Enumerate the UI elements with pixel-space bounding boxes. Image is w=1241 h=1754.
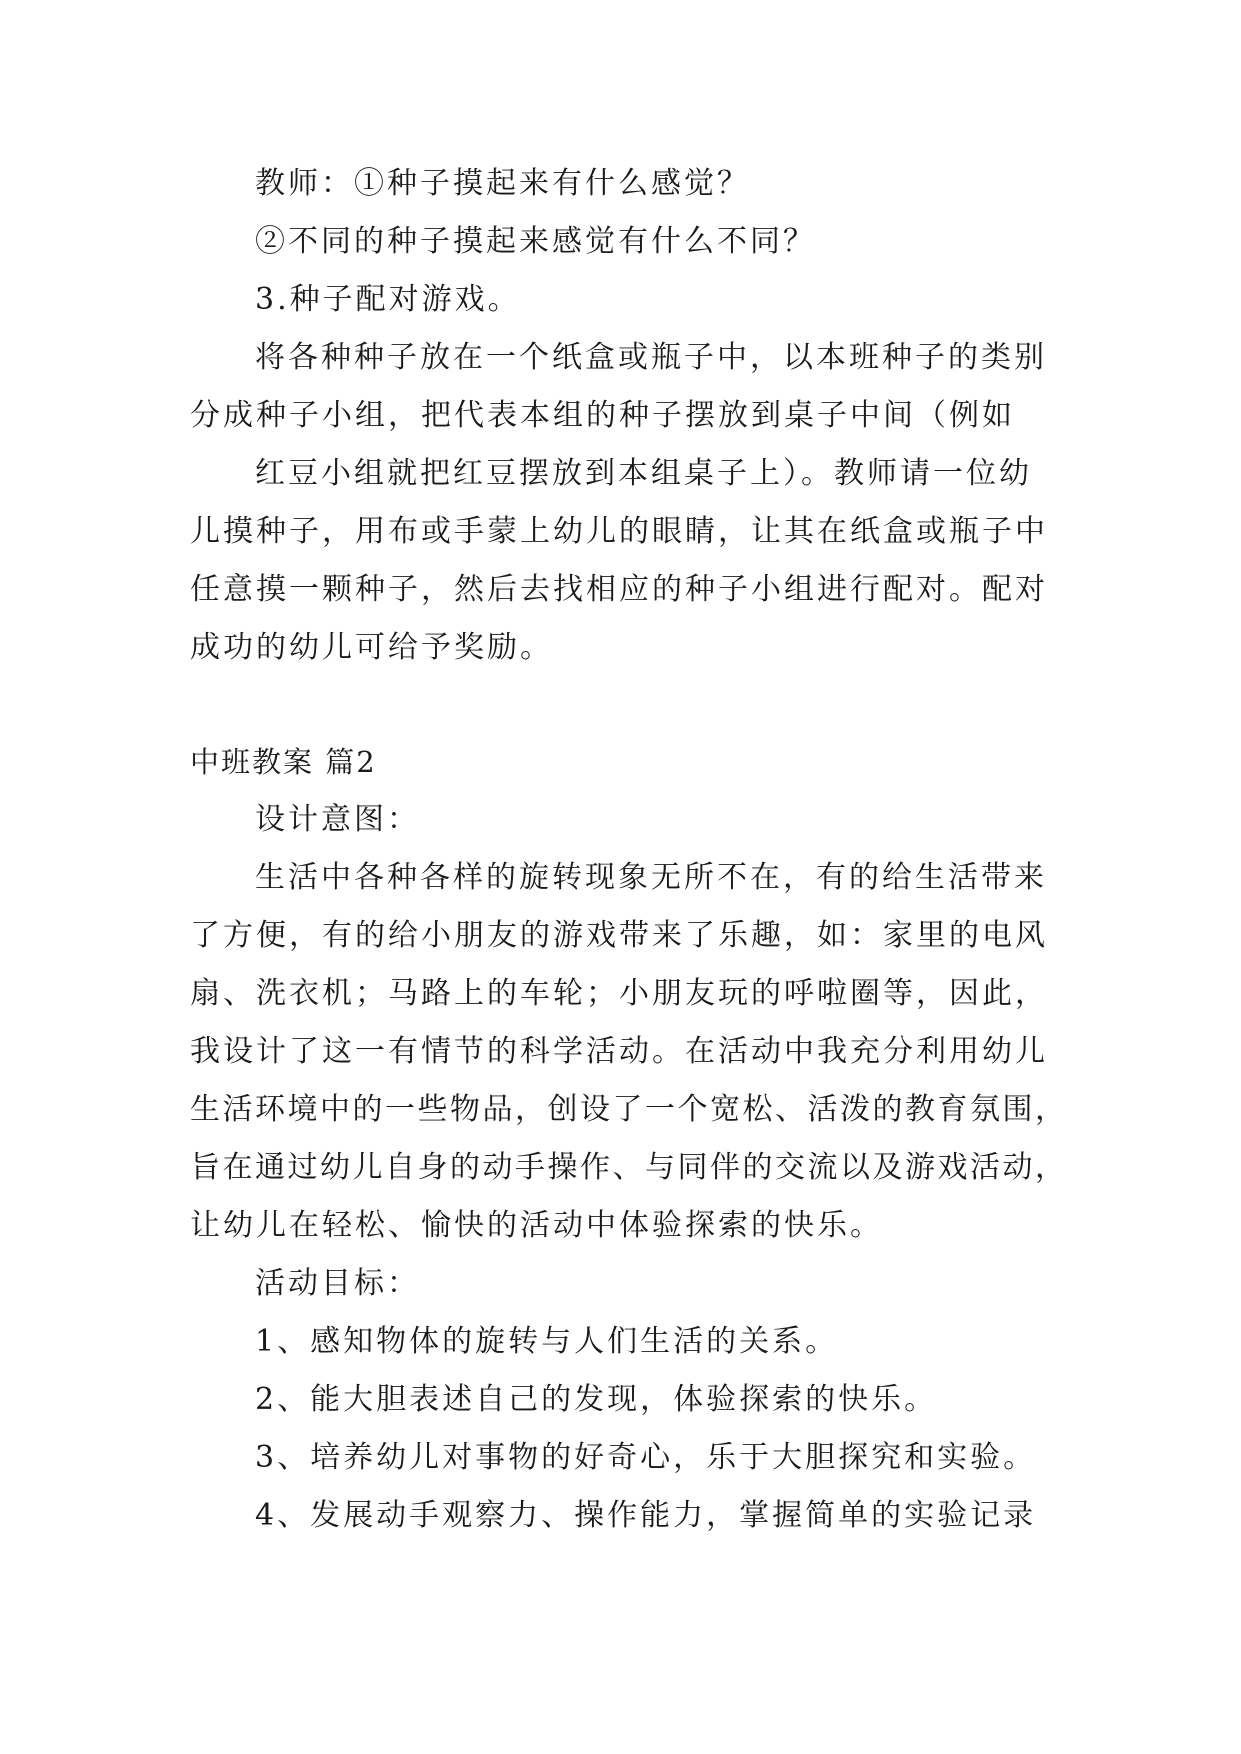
- paragraph-line: 生活环境中的一些物品，创设了一个宽松、活泼的教育氛围，: [190, 1092, 1068, 1127]
- paragraph-line: 分成种子小组，把代表本组的种子摆放到桌子中间（例如: [190, 398, 1015, 433]
- paragraph-line: 我设计了这一有情节的科学活动。在活动中我充分利用幼儿: [190, 1034, 1048, 1069]
- section-heading: 中班教案 篇2: [190, 745, 377, 779]
- paragraph-line: ②不同的种子摸起来感觉有什么不同？: [255, 224, 816, 259]
- paragraph-line: 成功的幼儿可给予奖励。: [190, 630, 553, 665]
- paragraph-line: 将各种种子放在一个纸盒或瓶子中，以本班种子的类别: [255, 340, 1047, 375]
- paragraph-line: 了方便，有的给小朋友的游戏带来了乐趣，如：家里的电风: [190, 918, 1048, 953]
- list-item: 1、感知物体的旋转与人们生活的关系。: [255, 1324, 839, 1359]
- paragraph-line: 任意摸一颗种子，然后去找相应的种子小组进行配对。配对: [190, 572, 1048, 607]
- paragraph-line: 3.种子配对游戏。: [255, 282, 521, 317]
- paragraph-line: 设计意图：: [255, 802, 420, 837]
- paragraph-line: 扇、洗衣机；马路上的车轮；小朋友玩的呼啦圈等，因此，: [190, 976, 1048, 1011]
- paragraph-line: 让幼儿在轻松、愉快的活动中体验探索的快乐。: [190, 1208, 883, 1243]
- paragraph-line: 旨在通过幼儿自身的动手操作、与同伴的交流以及游戏活动，: [190, 1150, 1068, 1185]
- list-item: 2、能大胆表述自己的发现，体验探索的快乐。: [255, 1382, 938, 1417]
- list-item: 4、发展动手观察力、操作能力，掌握简单的实验记录: [255, 1498, 1037, 1533]
- paragraph-line: 生活中各种各样的旋转现象无所不在，有的给生活带来: [255, 860, 1047, 895]
- paragraph-line: 活动目标：: [255, 1266, 420, 1301]
- paragraph-line: 教师：①种子摸起来有什么感觉？: [255, 166, 750, 201]
- paragraph-line: 儿摸种子，用布或手蒙上幼儿的眼睛，让其在纸盒或瓶子中: [190, 514, 1048, 549]
- paragraph-line: 红豆小组就把红豆摆放到本组桌子上）。教师请一位幼: [255, 456, 1032, 491]
- list-item: 3、培养幼儿对事物的好奇心，乐于大胆探究和实验。: [255, 1440, 1037, 1475]
